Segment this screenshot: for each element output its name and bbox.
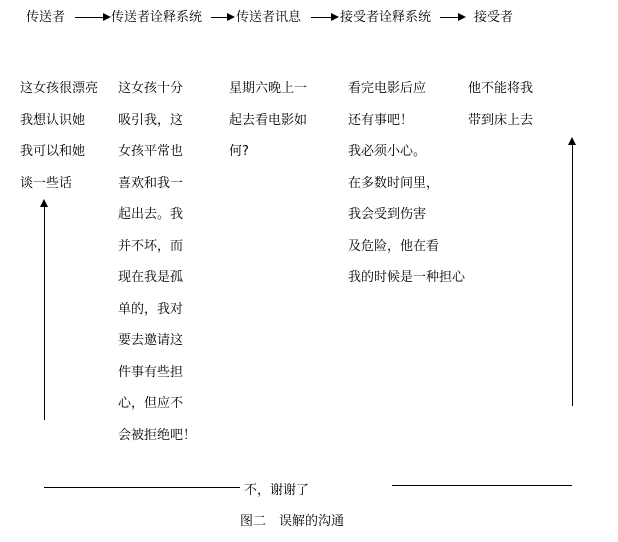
text-line: 我的时候是一种担心 <box>348 270 466 285</box>
header-receiver: 接受者 <box>474 10 514 25</box>
text-line: 在多数时间里， <box>348 175 440 191</box>
text-line: 心，但应不 <box>118 396 184 411</box>
arrow-right-icon <box>75 17 109 18</box>
text-line: 何? <box>229 144 249 159</box>
text-line: 起出去。我 <box>118 207 184 222</box>
text-line: 会被拒绝吧！ <box>118 427 197 443</box>
text-line: 并不坏，而 <box>118 238 184 254</box>
text-line: 件事有些担 <box>118 364 184 380</box>
reply-line-left <box>44 487 240 488</box>
column-sender <box>20 73 98 199</box>
reply-text: 不，谢谢了 <box>244 483 310 498</box>
arrow-up-icon <box>44 206 45 420</box>
text-line: 我可以和她 <box>20 144 86 159</box>
reply-line-right <box>392 485 572 486</box>
text-line: 起去看电影如 <box>229 112 308 128</box>
text-line: 我必须小心。 <box>348 144 427 159</box>
text-line: 要去邀请这 <box>118 333 184 348</box>
column-sender-message <box>229 73 307 168</box>
column-receiver-interpretation <box>348 73 465 294</box>
text-line: 星期六晚上一 <box>229 81 308 96</box>
arrow-right-icon <box>440 17 464 18</box>
text-line: 女孩平常也 <box>118 144 184 159</box>
column-sender-interpretation <box>118 73 196 451</box>
text-line: 谈一些话 <box>20 175 73 191</box>
text-line: 我会受到伤害 <box>348 207 427 222</box>
header-sender-interpretation: 传送者诠释系统 <box>111 10 203 25</box>
text-line: 喜欢和我一 <box>118 175 184 191</box>
text-line: 这女孩很漂亮 <box>20 81 99 96</box>
text-line: 还有事吧！ <box>348 112 414 128</box>
arrow-right-icon <box>311 17 337 18</box>
header-sender-message: 传送者讯息 <box>236 10 302 25</box>
text-line: 他不能将我 <box>468 81 534 96</box>
figure-caption: 图二 误解的沟通 <box>240 514 345 529</box>
text-line: 这女孩十分 <box>118 81 184 96</box>
text-line: 吸引我，这 <box>118 112 184 128</box>
header-sender: 传送者 <box>26 10 66 25</box>
text-line: 单的，我对 <box>118 301 184 317</box>
header-receiver-interpretation: 接受者诠释系统 <box>340 10 432 25</box>
text-line: 看完电影后应 <box>348 81 427 96</box>
column-receiver <box>468 73 533 136</box>
arrow-up-icon <box>572 144 573 406</box>
text-line: 我想认识她 <box>20 112 86 128</box>
text-line: 现在我是孤 <box>118 270 184 285</box>
text-line: 带到床上去 <box>468 112 534 128</box>
text-line: 及危险，他在看 <box>348 238 440 254</box>
arrow-right-icon <box>211 17 233 18</box>
